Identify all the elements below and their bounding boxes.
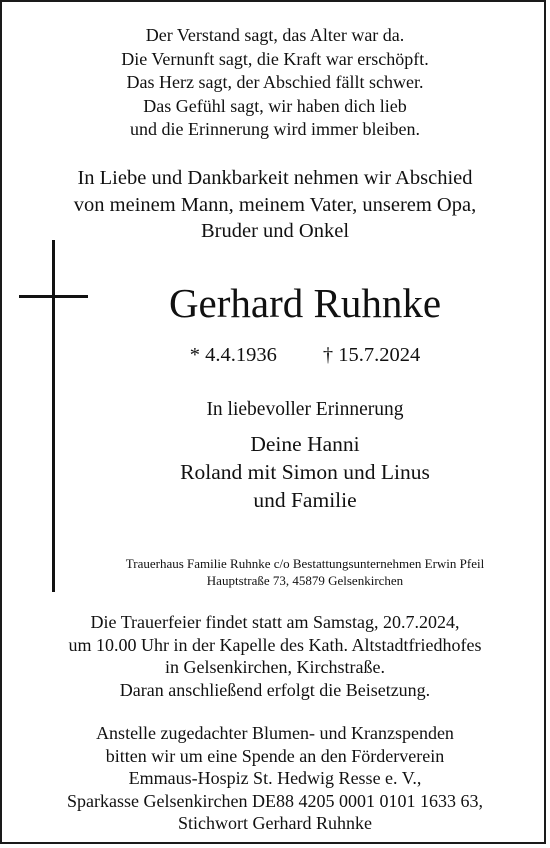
death-date: † 15.7.2024 xyxy=(322,344,421,366)
ceremony-info xyxy=(2,611,548,701)
address-line: Trauerhaus Familie Ruhnke c/o Bestattungsunternehmen Erwin Pfeil xyxy=(125,556,485,571)
donation-line: Anstelle zugedachter Blumen- und Kranzspenden xyxy=(96,723,454,743)
intro-text xyxy=(2,165,548,245)
poem-line: Die Vernunft sagt, die Kraft war erschöpft. xyxy=(121,48,429,69)
address-line: Hauptstraße 73, 45879 Gelsenkirchen xyxy=(206,573,404,588)
intro-line: In Liebe und Dankbarkeit nehmen wir Abschied xyxy=(77,167,473,189)
intro-line: von meinem Mann, meinem Vater, unserem Opa, xyxy=(73,193,477,216)
cross-icon xyxy=(52,240,55,592)
poem-line: Das Herz sagt, der Abschied fällt schwer. xyxy=(126,72,424,92)
mourner-line: Deine Hanni xyxy=(250,432,360,456)
ceremony-line: Die Trauerfeier findet statt am Samstag, 20.7.2024, xyxy=(90,612,460,632)
intro-line: Bruder und Onkel xyxy=(200,220,350,242)
donation-line: Emmaus-Hospiz St. Hedwig Resse e. V., xyxy=(128,768,422,788)
mourner-line: und Familie xyxy=(253,488,357,512)
ceremony-line: in Gelsenkirchen, Kirchstraße. xyxy=(165,657,385,677)
birth-date: * 4.4.1936 xyxy=(189,344,277,366)
life-dates xyxy=(62,342,548,368)
ceremony-line: um 10.00 Uhr in der Kapelle des Kath. Altstadtfriedhofes xyxy=(68,634,482,655)
donation-info xyxy=(2,722,548,835)
poem-line: Das Gefühl sagt, wir haben dich lieb xyxy=(143,95,407,116)
donation-line: Sparkasse Gelsenkirchen DE88 4205 0001 0101 1633 63, xyxy=(67,790,483,811)
ceremony-line: Daran anschließend erfolgt die Beisetzung. xyxy=(119,679,431,700)
donation-line: Stichwort Gerhard Ruhnke xyxy=(178,813,372,833)
donation-line: bitten wir um eine Spende an den Förderverein xyxy=(105,745,445,766)
mourner-line: Roland mit Simon und Linus xyxy=(180,460,430,484)
memory-heading: In liebevoller Erinnerung xyxy=(206,399,404,420)
deceased-name: Gerhard Ruhnke xyxy=(168,280,442,326)
mourning-address xyxy=(62,555,548,589)
poem-line: Der Verstand sagt, das Alter war da. xyxy=(145,25,405,45)
poem-line: und die Erinnerung wird immer bleiben. xyxy=(130,119,420,139)
mourners-list xyxy=(62,430,548,514)
poem xyxy=(2,24,548,142)
